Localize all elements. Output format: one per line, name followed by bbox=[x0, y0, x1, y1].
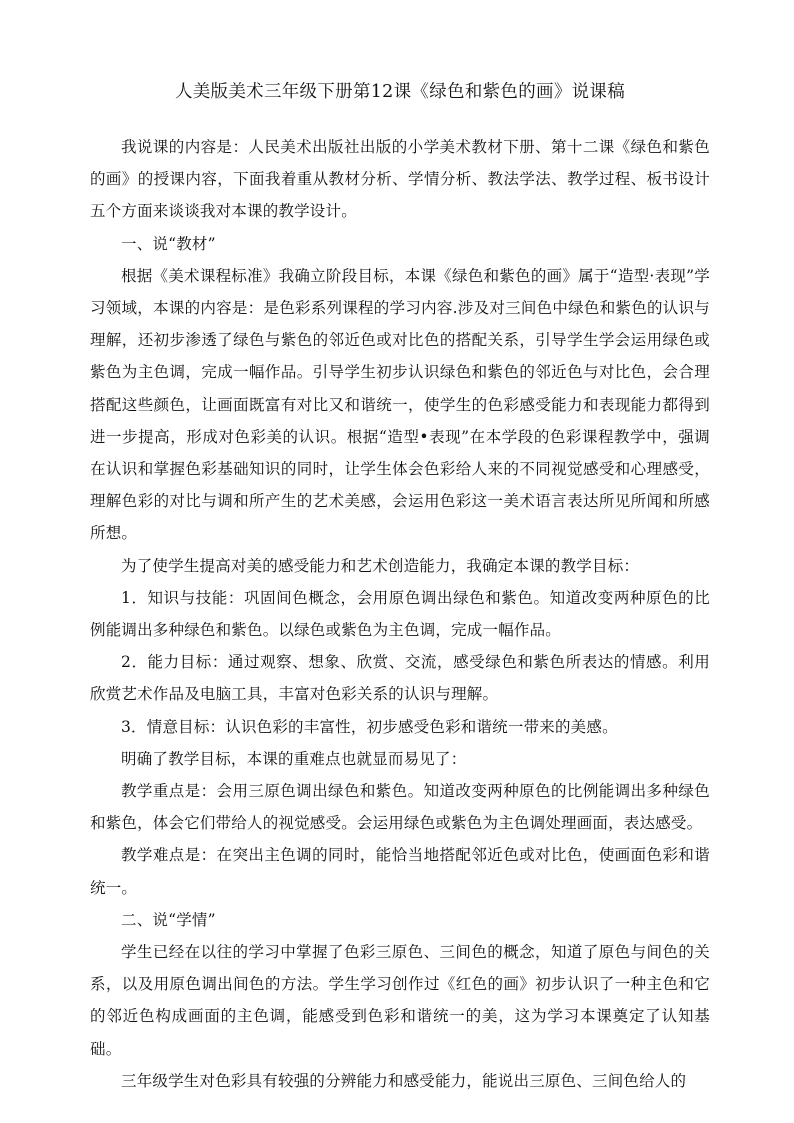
paragraph-teaching-difficulty: 教学难点是：在突出主色调的同时，能恰当地搭配邻近色或对比色，使画面色彩和谐统一。 bbox=[90, 846, 710, 897]
paragraph-student-ability: 三年级学生对色彩具有较强的分辨能力和感受能力，能说出三原色、三间色给人的 bbox=[121, 1071, 687, 1090]
objective-ability: 2．能力目标：通过观察、想象、欣赏、交流，感受绿色和紫色所表达的情感。利用欣赏艺术作品及电脑工具，丰富对色彩关系的认识与理解。 bbox=[90, 653, 710, 704]
paragraph-objectives-intro: 为了使学生提高对美的感受能力和艺术创造能力，我确定本课的教学目标： bbox=[121, 556, 640, 575]
paragraph-intro: 我说课的内容是：人民美术出版社出版的小学美术教材下册、第十二课《绿色和紫色的画》的授课内容，下面我着重从教材分析、学情分析、教法学法、教学过程、板书设计五个方面来谈谈我对本课的教学设计。 bbox=[90, 138, 710, 221]
paragraph-student-background: 学生已经在以往的学习中掌握了色彩三原色、三间色的概念，知道了原色与间色的关系，以及用原色调出间色的方法。学生学习创作过《红色的画》初步认识了一种主色和它的邻近色构成画面的主色调，能感受到色彩和谐统一的美，这为学习本课奠定了认知基础。 bbox=[90, 943, 710, 1058]
paragraph-teaching-focus: 教学重点是：会用三原色调出绿色和紫色。知道改变两种原色的比例能调出多种绿色和紫色，体会它们带给人的视觉感受。会运用绿色或紫色为主色调处理画面，表达感受。 bbox=[90, 782, 710, 833]
paragraph-textbook-analysis: 根据《美术课程标准》我确立阶段目标，本课《绿色和紫色的画》属于“造型·表现”学习领域，本课的内容是：是色彩系列课程的学习内容.涉及对三间色中绿色和紫色的认识与理解，还初步渗透了绿色与紫色的邻近色或对比色的搭配关系，引导学生学会运用绿色或紫色为主色调，完成一幅作品。引导学生初步认识绿色和紫色的邻近色与对比色，会合理搭配这些颜色，让画面既富有对比又和谐统一，使学生的色彩感受能力和表现能力都得到进一步提高，形成对色彩美的认识。根据“造型•表现”在本学段的色彩课程教学中，强调在认识和掌握色彩基础知识的同时，让学生体会色彩给人来的不同视觉感受和心理感受，理解色彩的对比与调和所产生的艺术美感，会运用色彩这一美术语言表达所见所闻和所感所想。 bbox=[90, 266, 710, 543]
section-heading-students: 二、说“学情” bbox=[121, 910, 216, 929]
document-title: 人美版美术三年级下册第12课《绿色和紫色的画》说课稿 bbox=[174, 82, 626, 102]
objective-knowledge-skills: 1．知识与技能：巩固间色概念，会用原色调出绿色和紫色。知道改变两种原色的比例能调出多种绿色和紫色。以绿色或紫色为主色调，完成一幅作品。 bbox=[90, 588, 710, 640]
paragraph-key-points-intro: 明确了教学目标，本课的重难点也就显而易见了： bbox=[121, 749, 467, 768]
objective-emotion: 3．情意目标：认识色彩的丰富性，初步感受色彩和谐统一带来的美感。 bbox=[121, 717, 618, 736]
section-heading-textbook: 一、说“教材” bbox=[121, 234, 216, 253]
